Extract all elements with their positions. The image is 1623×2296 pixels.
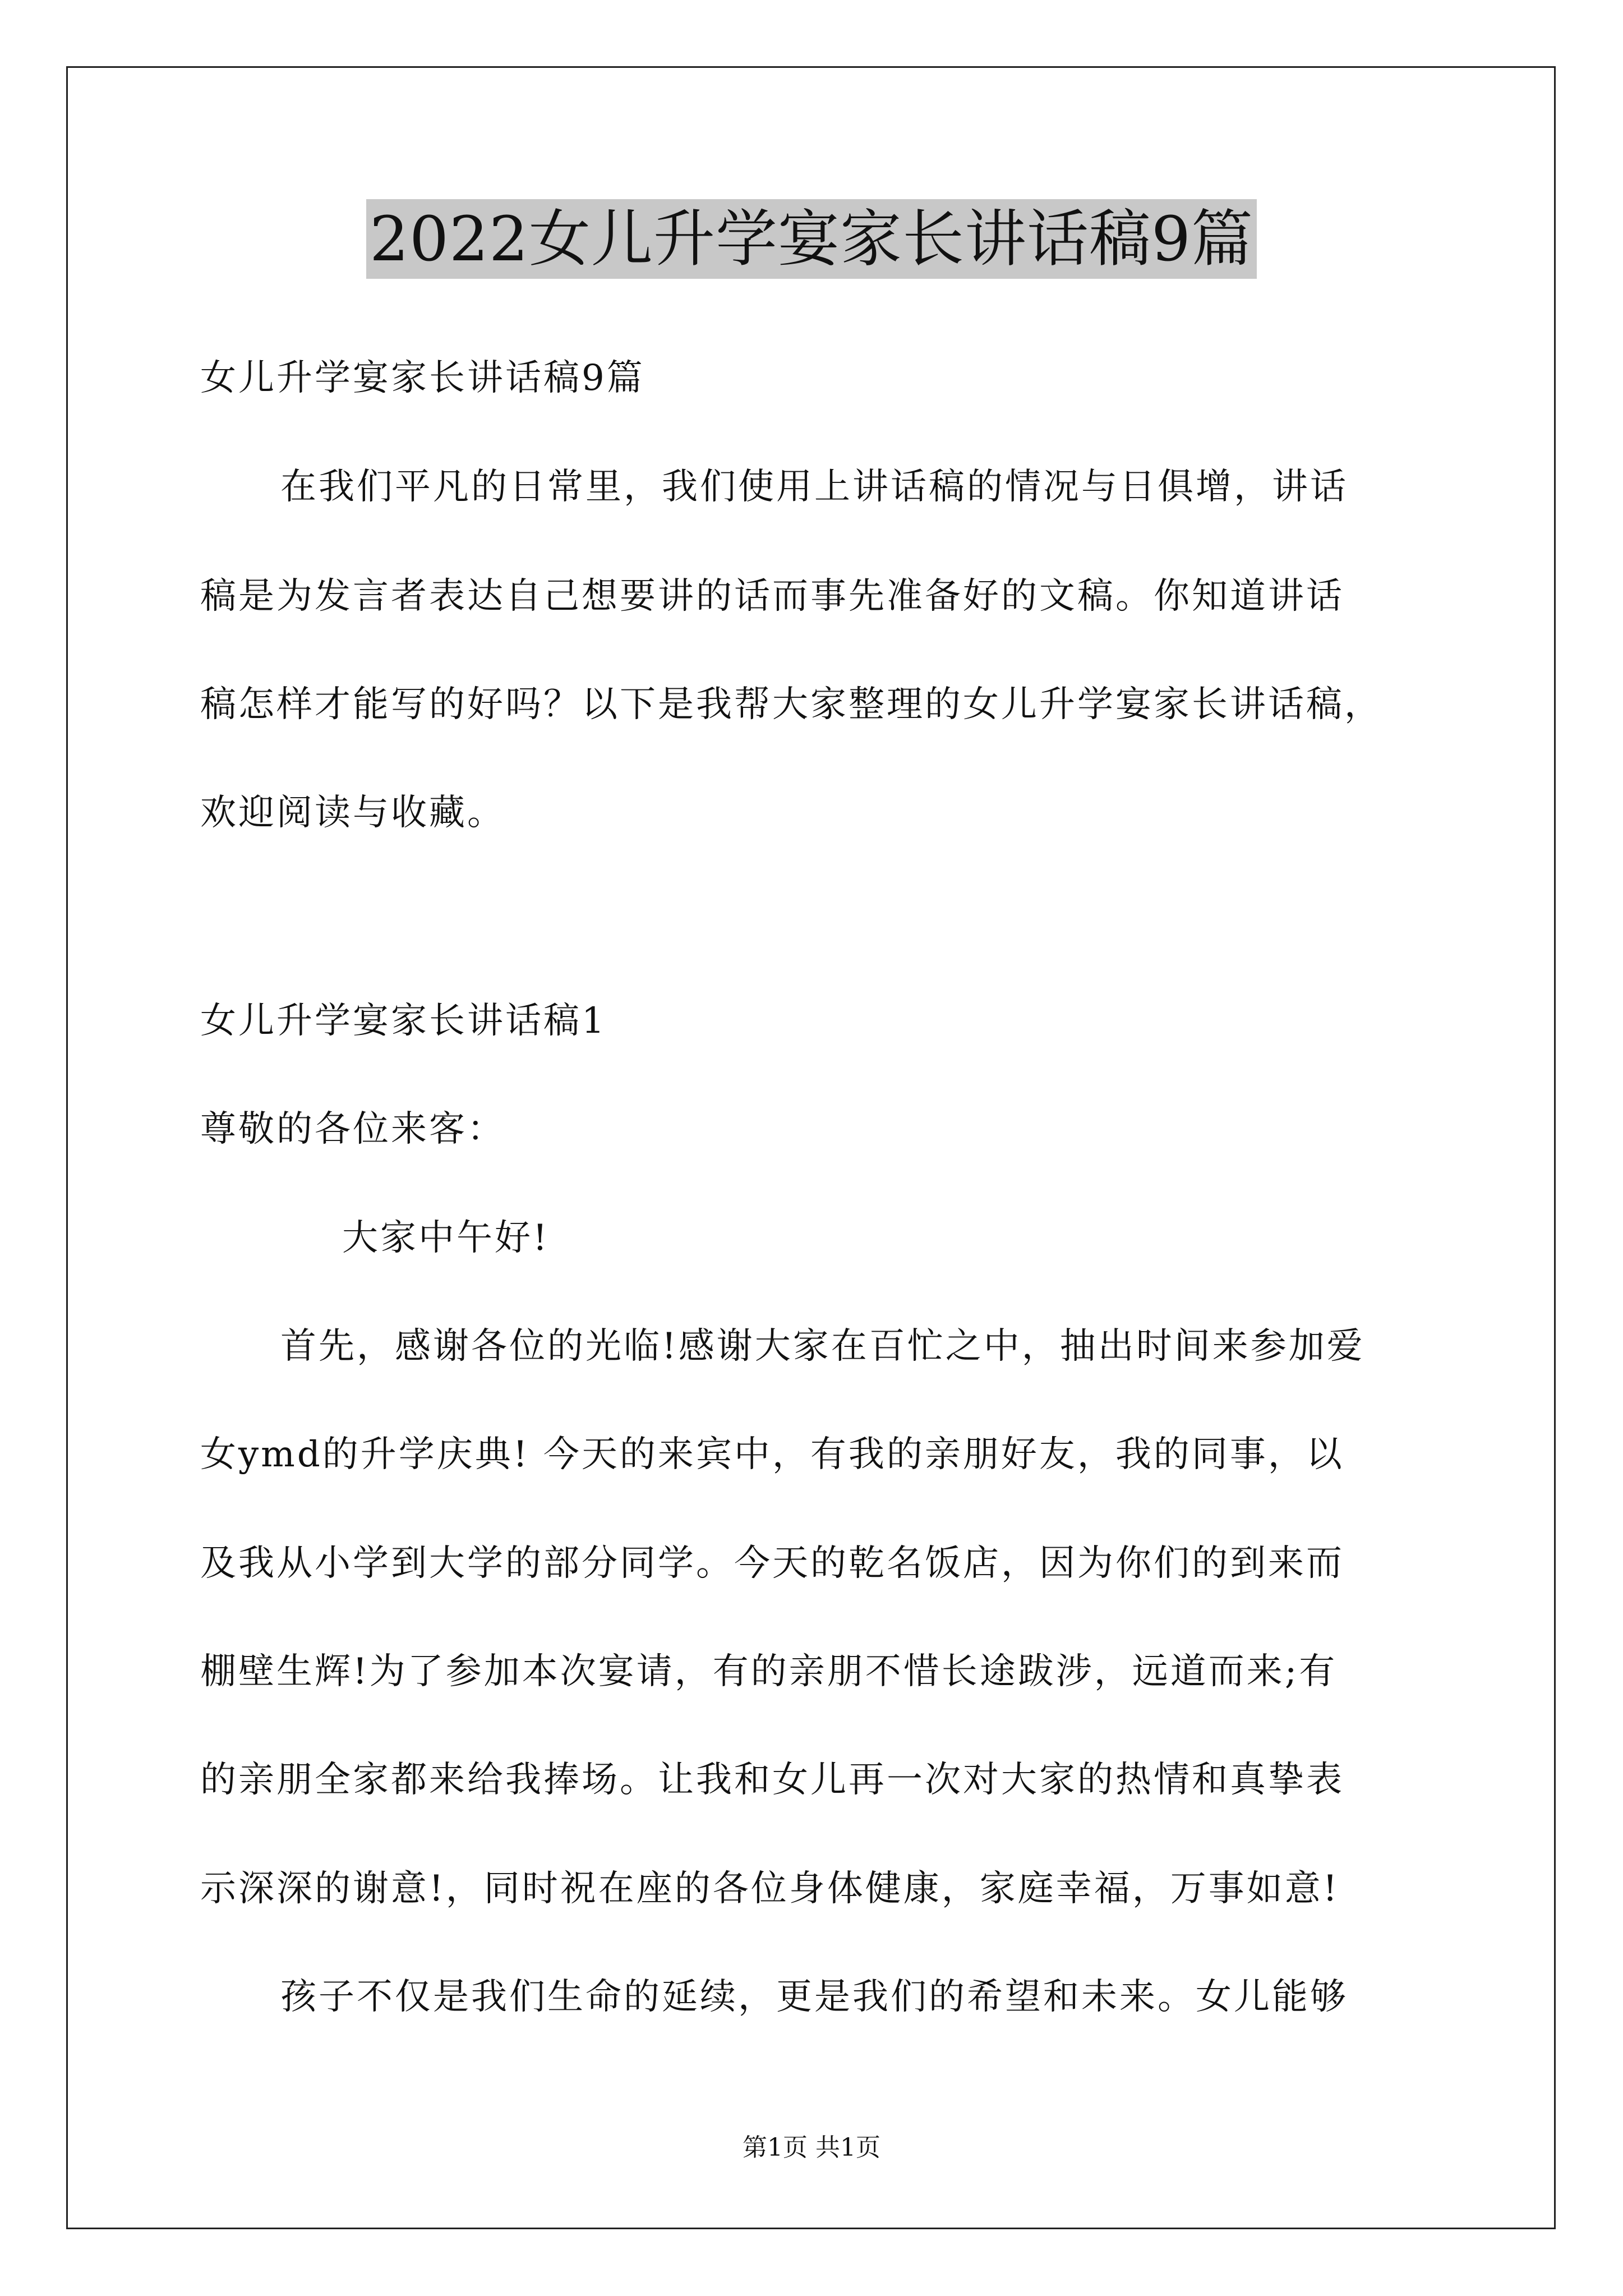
document-title: 2022女儿升学宴家长讲话稿9篇 bbox=[366, 199, 1257, 279]
title-container bbox=[0, 199, 1623, 279]
page-footer: 第1页 共1页 bbox=[743, 2133, 880, 2162]
body-line-1: 首先，感谢各位的光临!感谢大家在百忙之中，抽出时间来参加爱 bbox=[280, 1326, 1365, 1367]
body-line-5: 的亲朋全家都来给我捧场。让我和女儿再一次对大家的热情和真挚表 bbox=[200, 1759, 1344, 1801]
intro-line-3: 稿怎样才能写的好吗？以下是我帮大家整理的女儿升学宴家长讲话稿， bbox=[200, 684, 1382, 725]
intro-line-1: 在我们平凡的日常里，我们使用上讲话稿的情况与日俱增，讲话 bbox=[280, 466, 1348, 508]
body-line-3: 及我从小学到大学的部分同学。今天的乾名饭店，因为你们的到来而 bbox=[200, 1543, 1344, 1584]
intro-line-2: 稿是为发言者表达自己想要讲的话而事先准备好的文稿。你知道讲话 bbox=[200, 576, 1344, 617]
body-line-6: 示深深的谢意!，同时祝在座的各位身体健康，家庭幸福，万事如意! bbox=[200, 1868, 1340, 1910]
body-line-4: 棚壁生辉!为了参加本次宴请，有的亲朋不惜长途跋涉，远道而来;有 bbox=[200, 1651, 1338, 1692]
greeting: 大家中午好! bbox=[342, 1217, 550, 1259]
intro-line-4: 欢迎阅读与收藏。 bbox=[200, 792, 505, 834]
body-line-2: 女ymd的升学庆典! 今天的来宾中，有我的亲朋好友，我的同事，以 bbox=[200, 1434, 1344, 1475]
section-heading: 女儿升学宴家长讲话稿1 bbox=[200, 1000, 607, 1042]
document-subtitle: 女儿升学宴家长讲话稿9篇 bbox=[200, 357, 645, 399]
body-line-7: 孩子不仅是我们生命的延续，更是我们的希望和未来。女儿能够 bbox=[280, 1976, 1348, 2018]
salutation: 尊敬的各位来客： bbox=[200, 1108, 505, 1150]
